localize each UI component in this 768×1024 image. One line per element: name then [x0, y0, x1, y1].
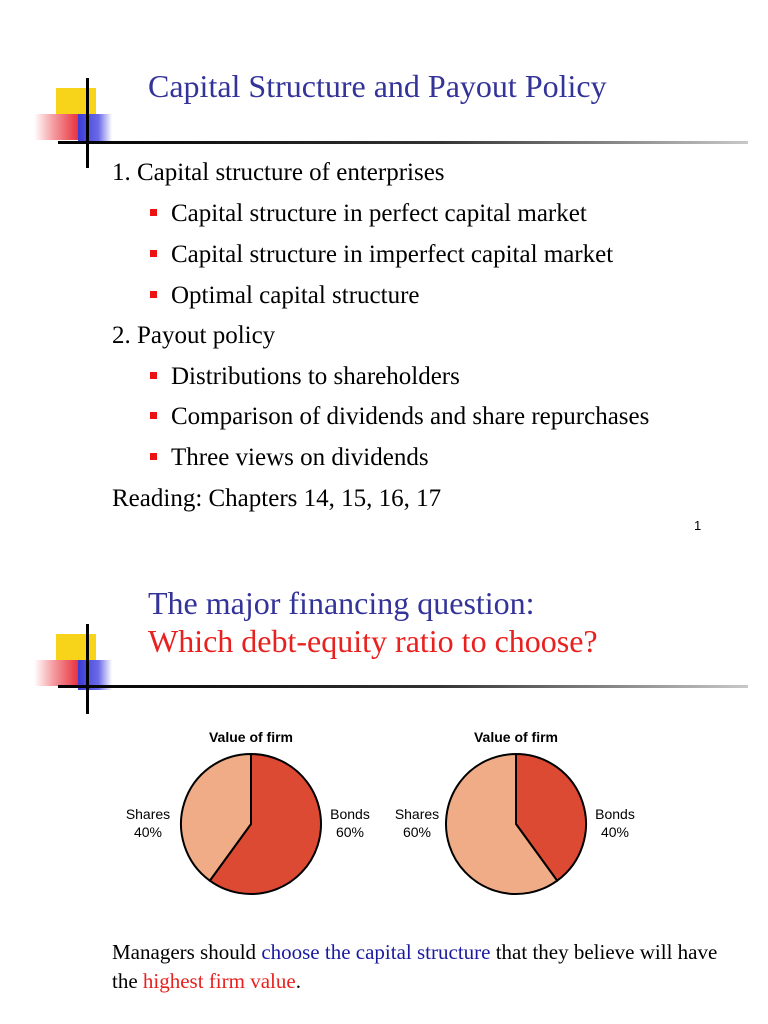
conclusion-highlight-blue: choose the capital structure	[261, 940, 491, 964]
list-item-text: Capital structure in imperfect capital market	[171, 241, 614, 268]
slide-title-line-1: The major financing question:	[148, 585, 535, 621]
conclusion-part: Managers should	[112, 940, 262, 964]
bullet-icon	[150, 412, 157, 419]
bullet-icon	[150, 209, 157, 216]
pie-charts	[0, 728, 768, 908]
pie-chart-1	[126, 729, 370, 894]
list-item-text: Capital structure in perfect capital market	[171, 200, 587, 227]
page-number: 1	[694, 518, 702, 533]
list-item	[150, 443, 429, 473]
conclusion-text	[112, 938, 732, 996]
corner-logo	[34, 78, 134, 168]
logo-red-square	[34, 114, 78, 140]
title-rule	[58, 685, 748, 688]
pie-title: Value of firm	[208, 729, 294, 745]
title-rule	[58, 141, 748, 144]
pie-value-bonds: 60%	[335, 824, 365, 840]
logo-blue-square	[78, 114, 112, 144]
bullet-icon	[150, 250, 157, 257]
list-item	[150, 240, 613, 270]
logo-vertical-line	[86, 624, 89, 714]
section-heading-capital-structure: 1. Capital structure of enterprises	[112, 159, 445, 186]
corner-logo	[34, 624, 134, 714]
pie-value-shares: 60%	[402, 824, 432, 840]
list-item-text: Distributions to shareholders	[171, 363, 460, 390]
pie-chart-2	[395, 729, 635, 894]
reading-note: Reading: Chapters 14, 15, 16, 17	[112, 485, 442, 512]
list-item	[150, 199, 587, 229]
pie-label-shares: Shares	[125, 806, 171, 822]
slide-title: Capital Structure and Payout Policy	[148, 68, 607, 104]
list-item	[150, 402, 649, 432]
conclusion-part: that they believe will have the	[112, 940, 718, 993]
pie-label-bonds: Bonds	[330, 806, 370, 822]
pie-label-bonds: Bonds	[595, 806, 635, 822]
list-item-text: Three views on dividends	[171, 444, 429, 471]
logo-vertical-line	[86, 78, 89, 168]
bullet-icon	[150, 372, 157, 379]
pie-value-bonds: 40%	[600, 824, 630, 840]
list-item-text: Comparison of dividends and share repurchases	[171, 403, 650, 430]
list-item	[150, 362, 460, 392]
section-heading-payout-policy: 2. Payout policy	[112, 322, 276, 349]
list-item	[150, 281, 420, 311]
pie-label-shares: Shares	[394, 806, 440, 822]
pie-title: Value of firm	[473, 729, 559, 745]
bullet-icon	[150, 291, 157, 298]
conclusion-part: .	[295, 969, 301, 993]
list-item-text: Optimal capital structure	[171, 282, 420, 309]
slide-title-line-2: Which debt-equity ratio to choose?	[148, 623, 598, 659]
bullet-icon	[150, 453, 157, 460]
slide-2	[0, 548, 768, 1024]
logo-red-square	[34, 660, 78, 686]
conclusion-highlight-red: highest firm value	[142, 969, 296, 993]
pie-value-shares: 40%	[133, 824, 163, 840]
